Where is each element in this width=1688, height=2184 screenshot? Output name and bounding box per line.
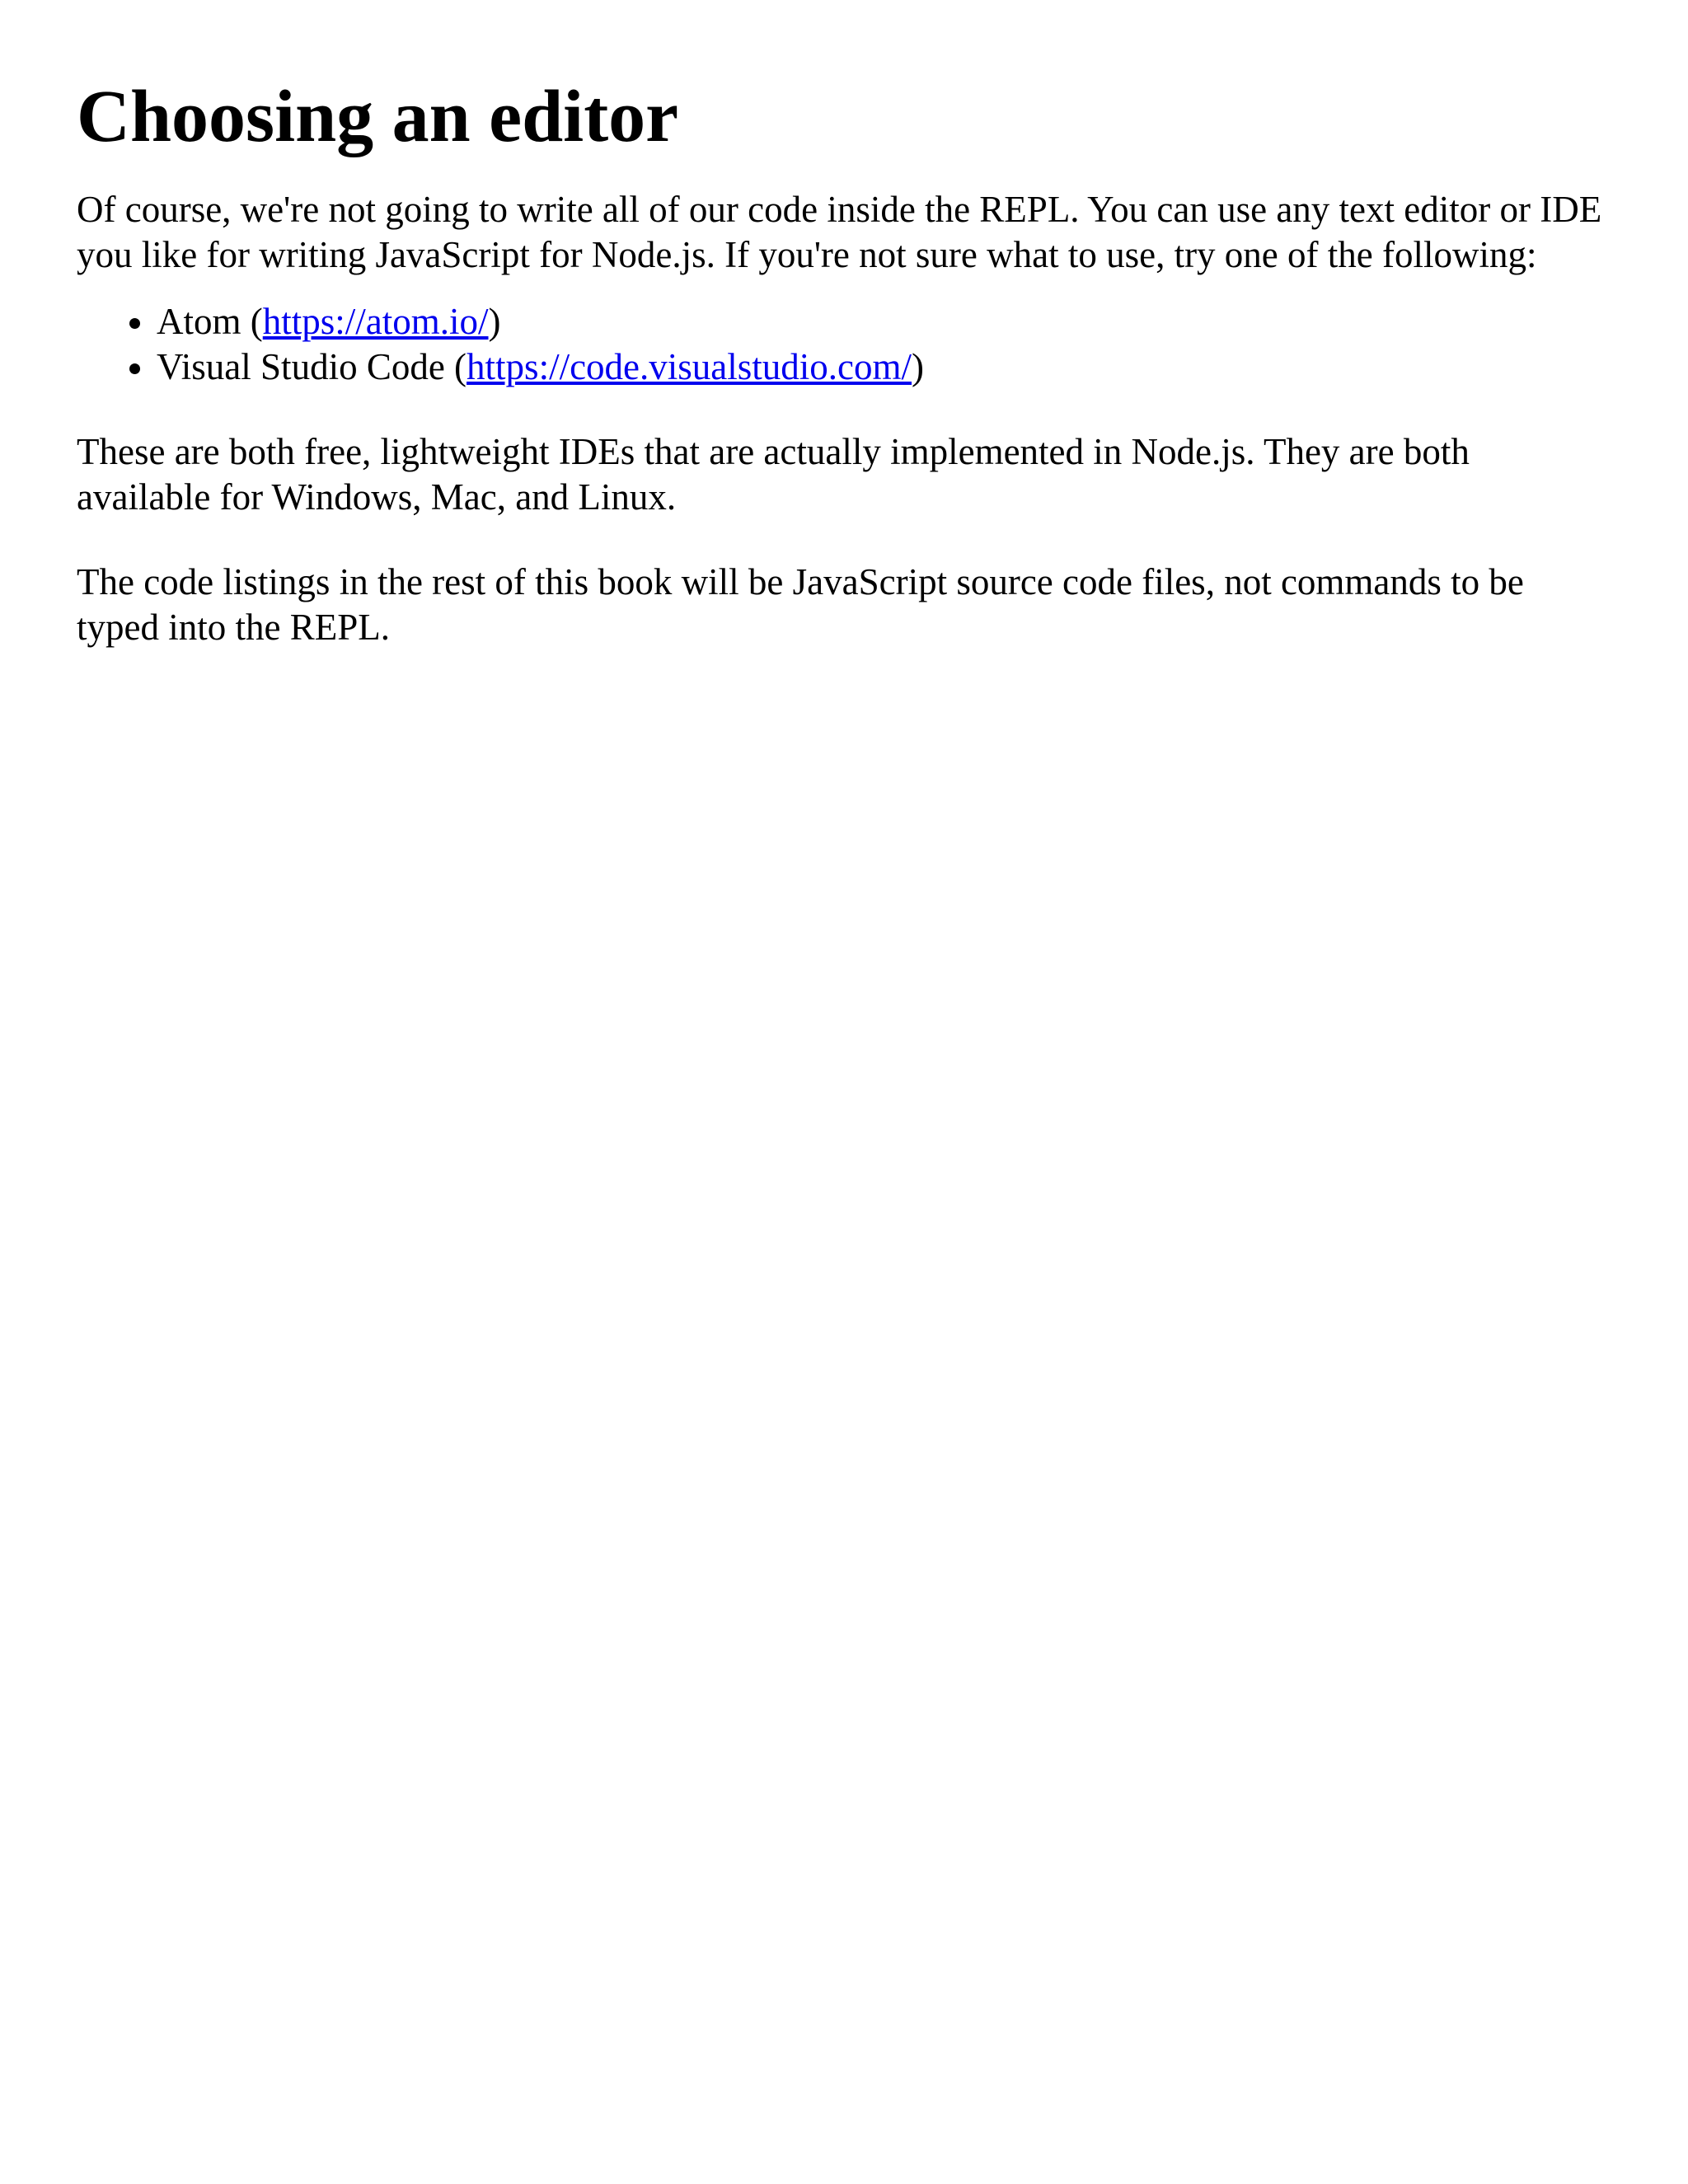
list-item-suffix: ) [488, 301, 501, 342]
list-item-vscode [157, 344, 1612, 390]
page-title: Choosing an editor [77, 76, 679, 157]
editor-list [77, 299, 1612, 390]
list-item-suffix: ) [912, 346, 925, 387]
intro-paragraph: Of course, we're not going to write all of our code inside the REPL. You can use any text editor or IDE you like for writing JavaScript for Node.js. If you're not sure what to use, try one of the following: [77, 189, 1602, 275]
list-item-atom [157, 299, 1612, 344]
ides-description-paragraph: These are both free, lightweight IDEs that are actually implemented in Node.js. They are both available for Windows, Mac, and Linux. [77, 431, 1470, 518]
code-listings-paragraph: The code listings in the rest of this book will be JavaScript source code files, not commands to be typed into the REPL. [77, 561, 1524, 648]
editor-name: Visual Studio Code ( [157, 346, 467, 387]
vscode-link[interactable]: https://code.visualstudio.com/ [467, 346, 912, 387]
atom-link[interactable]: https://atom.io/ [262, 301, 489, 342]
editor-name: Atom ( [157, 301, 263, 342]
